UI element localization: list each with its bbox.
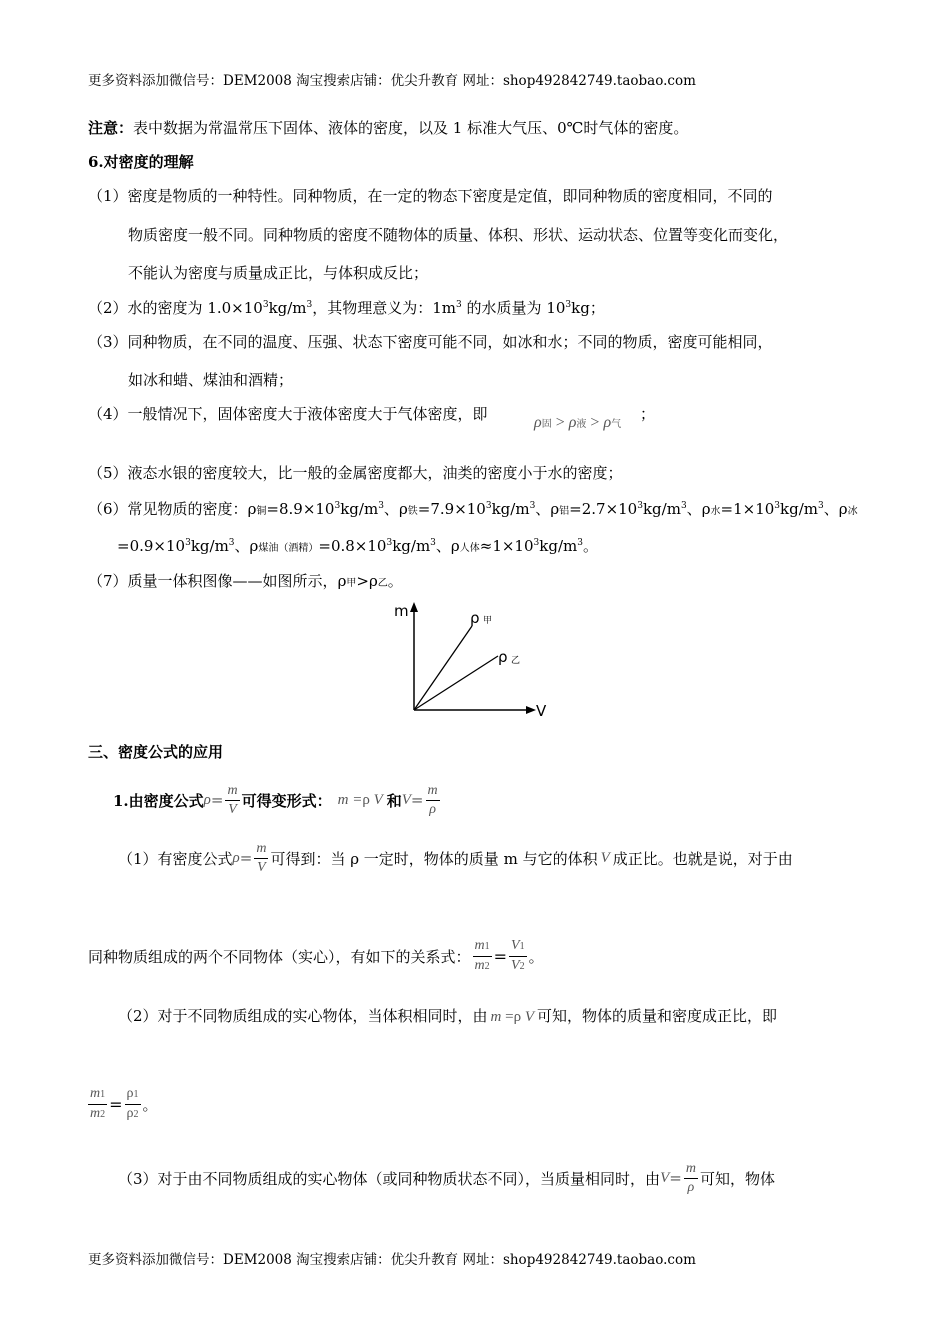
fraction-m-over-rho [426, 782, 440, 819]
page-header: 更多资料添加微信号：DEM2008 淘宝搜索店铺：优尖升教育 网址：shop492842749.taobao.com [88, 73, 696, 89]
r2-sub: 2 [133, 1108, 139, 1120]
rho-water: ρ [701, 500, 711, 518]
a2-rho: ρ [513, 1009, 522, 1025]
p6-line2 [117, 535, 598, 556]
p1-line1 [88, 185, 773, 206]
sub-oil: 煤油（酒精） [258, 543, 319, 554]
p2-line [88, 297, 605, 318]
v2-sub: 2 [519, 960, 525, 972]
formula-eq: = [210, 791, 224, 809]
a2-m: m [490, 1009, 502, 1025]
p3-line2: 如冰和蜡、煤油和酒精； [128, 371, 294, 389]
unit-al: kg/m [642, 500, 681, 518]
a1-end: 。 [528, 947, 544, 966]
label-rho-yi: ρ [498, 648, 508, 666]
label-sub-jia: 甲 [483, 616, 493, 626]
sub-fe: 铁 [407, 506, 418, 517]
rho-al: ρ [550, 500, 560, 518]
v1: V [511, 937, 520, 953]
note-line [88, 117, 688, 138]
a2-line2: $\frac{m1}{m2}$ = $\frac{\rho 1}{\rho 2}$ 。 [86, 1078, 158, 1130]
r2: ρ [126, 1105, 134, 1121]
a1-line1 [118, 836, 793, 880]
f3-v: V [401, 791, 411, 808]
rho-solid: ρ [534, 414, 542, 431]
val-cu: =8.9×10 [266, 500, 335, 518]
unit-water: kg/m [780, 500, 818, 518]
p2-c: ，其物理意义为：1m [312, 299, 457, 317]
sep-3: 、 [686, 500, 702, 518]
unit-exp-body: 3 [577, 538, 583, 548]
a3-fraction [684, 1160, 698, 1197]
p7-text: 质量一体积图像——如图所示， [127, 572, 338, 590]
frac-v1-v2 [509, 937, 527, 976]
x-axis-label: V [536, 702, 547, 720]
a2-v: V [524, 1009, 535, 1025]
v2: V [511, 957, 520, 973]
p1-number: （1） [88, 187, 128, 205]
p3-line1 [88, 331, 773, 352]
gt-2: > [586, 414, 604, 431]
page-footer: 更多资料添加微信号：DEM2008 淘宝搜索店铺：优尖升教育 网址：shop492842749.taobao.com [88, 1252, 696, 1268]
a1-eq: = [239, 849, 253, 867]
a1-frac-num: m [254, 840, 268, 859]
unit-exp-oil: 3 [430, 538, 436, 548]
frac2-den: ρ [429, 801, 436, 817]
line-yi [414, 656, 498, 710]
sub-liquid: 液 [576, 419, 587, 430]
a1-fraction [254, 840, 268, 877]
gt-1: > [551, 414, 569, 431]
p2-e: kg； [571, 299, 605, 317]
f2-eq: = [348, 791, 363, 808]
p5-line: （5）液态水银的密度较大，比一般的金属密度都大，油类的密度小于水的密度； [88, 464, 623, 482]
fraction-m-over-v [225, 782, 239, 819]
val-water: =1×10 [720, 500, 775, 518]
b-m2: m [90, 1105, 101, 1121]
p3-number: （3） [88, 333, 128, 351]
rho-body: ρ [450, 537, 460, 555]
p1-line3: 不能认为密度与质量成正比，与体积成反比； [128, 264, 429, 282]
f3-eq: = [410, 791, 424, 809]
exp-oil: 3 [386, 538, 393, 548]
line-jia [414, 626, 472, 710]
section3-title: 三、密度公式的应用 [88, 743, 224, 761]
label-sub-yi: 乙 [511, 656, 521, 666]
unit-oil: kg/m [392, 537, 431, 555]
unit-exp-ice: 3 [228, 538, 235, 548]
a2-line1 [118, 1005, 777, 1026]
p2-sup3: 3 [456, 300, 462, 310]
p4-text: 一般情况下，固体密度大于液体密度大于气体密度，即 [127, 405, 488, 423]
sub-solid: 固 [541, 419, 552, 430]
a2-eq: = [501, 1009, 514, 1025]
f2-rho: ρ [362, 791, 370, 808]
formula-line [113, 778, 442, 822]
a3-frac-num: m [684, 1160, 698, 1179]
note-text: 表中数据为常温常压下固体、液体的密度，以及 1 标准大气压、0℃时气体的密度。 [133, 119, 689, 137]
p2-sup2: 3 [306, 300, 313, 310]
v1-sub: 1 [519, 940, 525, 952]
val-ice: =0.9×10 [117, 537, 186, 555]
a1-a: （1）有密度公式 [118, 849, 233, 868]
m1-sub: 1 [484, 940, 490, 952]
x-axis-arrow [526, 706, 536, 714]
exp-water: 3 [774, 501, 781, 511]
p7-end: 。 [387, 572, 403, 590]
p6-end: 。 [582, 537, 598, 555]
frac2-num: m [426, 782, 440, 801]
exp-fe: 3 [485, 501, 492, 511]
sub-ice: 冰 [847, 506, 858, 517]
rho-oil: ρ [249, 537, 259, 555]
a3-frac-den: ρ [687, 1179, 695, 1195]
p1-text1: 密度是物质的一种特性。同种物质，在一定的物态下密度是定值，即同种物质的密度相同，不同的 [127, 187, 773, 205]
sep-4: 、 [823, 500, 839, 518]
a3-line [118, 1156, 775, 1200]
sub-body: 人体 [459, 543, 480, 554]
a3-v: V [660, 1169, 670, 1186]
a1-v: V [600, 849, 610, 866]
p4-inequality [534, 414, 621, 432]
p6-intro: 常见物质的密度： [127, 500, 248, 518]
y-axis-arrow [410, 602, 418, 612]
a2-end: 。 [142, 1095, 158, 1114]
frac-num: m [225, 782, 239, 801]
a1-line2: 同种物质组成的两个不同物体（实心），有如下的关系式： $\frac{m1}{m2}$ = $\frac{V1}{V2}$ 。 [88, 930, 544, 982]
sep-5: 、 [234, 537, 250, 555]
rho-gas: ρ [603, 414, 612, 431]
p7-line [88, 570, 403, 591]
a1-frac-den: V [257, 859, 266, 875]
unit-cu: kg/m [340, 500, 379, 518]
a1-b: 可得到：当 ρ 一定时，物体的质量 m 与它的体积 [270, 849, 598, 868]
section6-title: 6.对密度的理解 [88, 153, 194, 171]
val-body: ≈1×10 [479, 537, 534, 555]
p2-sup1: 3 [262, 300, 269, 310]
formula-intro: 1.由密度公式 [113, 791, 204, 810]
unit-exp-al: 3 [680, 501, 687, 511]
r1: ρ [126, 1085, 134, 1101]
frac-den: V [228, 801, 237, 817]
val-oil: =0.8×10 [318, 537, 387, 555]
m1: m [474, 937, 485, 953]
a1-rho: ρ [232, 849, 240, 866]
p2-d: 的水质量为 10 [461, 299, 566, 317]
sub-cu: 铜 [256, 506, 267, 517]
sub-water: 水 [710, 506, 721, 517]
p7-sub-yi: 乙 [377, 578, 388, 589]
formula-m-rho-v [338, 792, 383, 809]
p7-number: （7） [88, 572, 128, 590]
rho-ice: ρ [838, 500, 848, 518]
unit-exp-water: 3 [818, 501, 824, 511]
val-al: =2.7×10 [569, 500, 638, 518]
note-label: 注意： [88, 119, 134, 137]
f2-m: m [337, 791, 349, 808]
a3-a: （3）对于由不同物质组成的实心物体（或同种物质状态不同），当质量相同时，由 [118, 1169, 661, 1188]
b-m1: m [90, 1085, 101, 1101]
val-fe: =7.9×10 [417, 500, 486, 518]
p4-line [88, 403, 488, 424]
p1-line2: 物质密度一般不同。同种物质的密度不随物体的质量、体积、形状、运动状态、位置等变化而变化， [128, 226, 789, 244]
r1-sub: 1 [133, 1088, 139, 1100]
y-axis-label: m [394, 602, 409, 620]
sep-2: 、 [535, 500, 551, 518]
frac-r1-r2 [125, 1085, 141, 1124]
p6-line1 [88, 498, 858, 519]
formula-rho: ρ [203, 791, 211, 808]
p7-gt: >ρ [356, 572, 378, 590]
b-m2-sub: 2 [100, 1108, 106, 1120]
unit-exp-cu: 3 [378, 501, 384, 511]
exp-al: 3 [637, 501, 643, 511]
rho-fe: ρ [398, 500, 408, 518]
a2-formula [491, 1009, 534, 1025]
p2-b: kg/m [268, 299, 307, 317]
sub-al: 铝 [559, 506, 570, 517]
p2-a: 水的密度为 1.0×10 [127, 299, 263, 317]
m2: m [474, 957, 485, 973]
formula-and: 和 [386, 791, 402, 810]
mass-volume-graph [390, 598, 560, 722]
p2-sup4: 3 [565, 300, 572, 310]
p6-number: （6） [88, 500, 128, 518]
p7-rho: ρ [337, 572, 347, 590]
exp-cu: 3 [334, 501, 341, 511]
unit-fe: kg/m [491, 500, 530, 518]
p3-text1: 同种物质，在不同的温度、压强、状态下密度可能不同，如冰和水；不同的物质，密度可能相同， [127, 333, 773, 351]
a2-a: （2）对于不同物质组成的实心物体，当体积相同时，由 [118, 1007, 488, 1025]
a2-b: 可知，物体的质量和密度成正比，即 [537, 1007, 778, 1025]
p2-number: （2） [88, 299, 128, 317]
unit-exp-fe: 3 [529, 501, 536, 511]
unit-body: kg/m [539, 537, 578, 555]
sep-1: 、 [383, 500, 399, 518]
m2-sub: 2 [484, 960, 490, 972]
p7-sub-jia: 甲 [346, 578, 357, 589]
p4-number: （4） [88, 405, 128, 423]
exp-body: 3 [533, 538, 540, 548]
rho-liquid: ρ [568, 414, 577, 431]
a3-eq: = [669, 1169, 682, 1187]
f2-v: V [373, 791, 383, 808]
frac-m1-m2 [473, 937, 492, 976]
b-m1-sub: 1 [100, 1088, 106, 1100]
label-rho-jia: ρ [470, 609, 480, 627]
p4-end: ； [640, 405, 656, 423]
unit-ice: kg/m [190, 537, 229, 555]
a1-c: 成正比。也就是说，对于由 [612, 849, 793, 868]
sub-gas: 气 [611, 419, 622, 430]
exp-ice: 3 [185, 538, 191, 548]
formula-derived-label: 可得变形式： [241, 791, 332, 810]
a3-b: 可知，物体 [699, 1169, 775, 1188]
sep-6: 、 [435, 537, 451, 555]
a1-d: 同种物质组成的两个不同物体（实心），有如下的关系式： [88, 947, 471, 966]
frac-m1-m2-b [88, 1085, 107, 1124]
rho-cu: ρ [247, 500, 257, 518]
